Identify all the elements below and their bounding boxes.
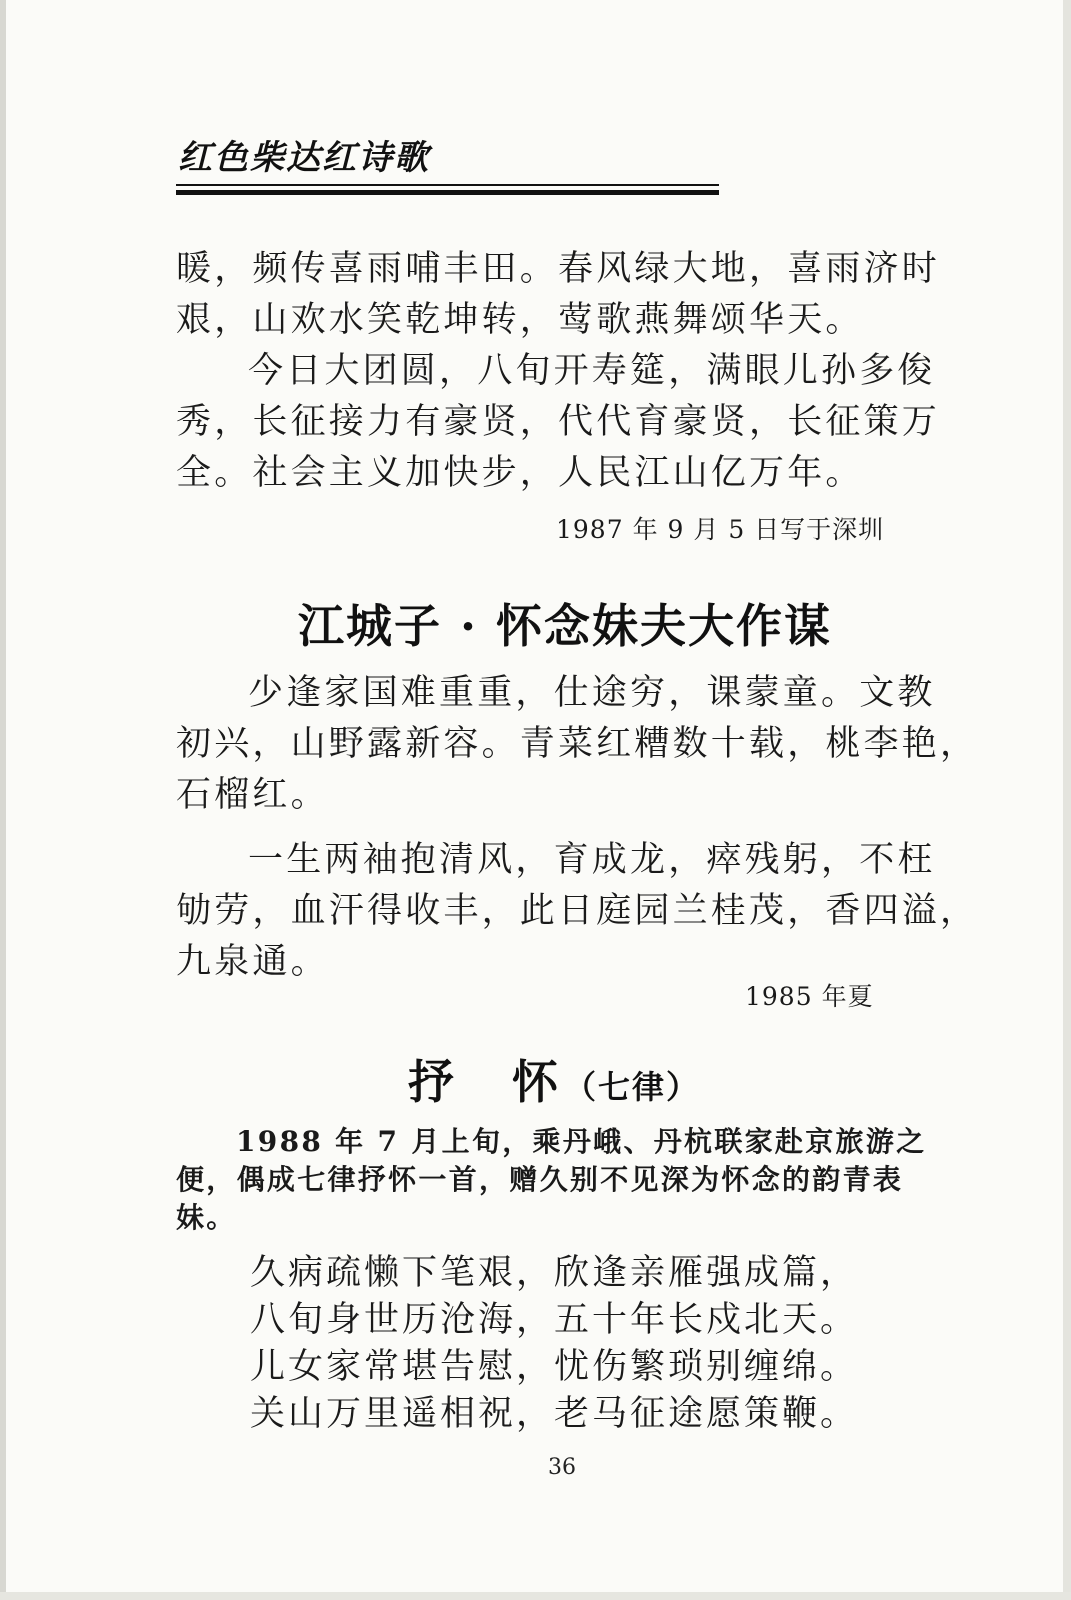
header-rule-thick	[176, 190, 719, 195]
text-line: 全。社会主义加快步，人民江山亿万年。	[176, 453, 864, 493]
poem3-title-main: 抒 怀	[408, 1055, 564, 1109]
text-line: 艰，山欢水笑乾坤转，莺歌燕舞颂华天。	[176, 300, 864, 340]
poem2-body	[176, 668, 979, 988]
preface-line: 妹。	[176, 1201, 237, 1234]
poem3-title	[408, 1046, 700, 1112]
text-line: 劬劳，血汗得收丰，此日庭园兰桂茂，香四溢，	[176, 891, 979, 931]
scan-edge-right	[1063, 0, 1071, 1600]
text-line: 九泉通。	[176, 942, 329, 982]
verse-line: 八旬身世历沧海，五十年长戍北天。	[250, 1300, 859, 1340]
verse-line: 关山万里遥相祝，老马征途愿策鞭。	[250, 1394, 859, 1434]
preface-line: 便，偶成七律抒怀一首，赠久别不见深为怀念的韵青表	[176, 1163, 904, 1196]
text-line: 一生两袖抱清风，育成龙，瘁残躬，不枉	[248, 840, 936, 880]
text-line: 石榴红。	[176, 775, 329, 815]
page-number: 36	[548, 1455, 576, 1480]
verse-line: 儿女家常堪告慰，忧伤繁琐别缠绵。	[250, 1347, 859, 1387]
poem2-date: 1985 年夏	[745, 982, 874, 1011]
continued-poem-text	[176, 244, 971, 499]
poem2-title: 江城子 · 怀念妹夫大作谋	[298, 599, 833, 653]
preface-line: 1988 年 7 月上旬，乘丹峨、丹杭联家赴京旅游之	[236, 1125, 927, 1158]
text-line: 秀，长征接力有豪贤，代代育豪贤，长征策万	[176, 402, 941, 442]
scan-edge-left	[0, 0, 6, 1600]
poem3-preface	[176, 1123, 971, 1237]
scan-edge-bottom	[0, 1592, 1071, 1600]
text-line: 初兴，山野露新容。青菜红糟数十载，桃李艳，	[176, 724, 979, 764]
text-line: 少逢家国难重重，仕途穷，课蒙童。文教	[248, 673, 936, 713]
poem1-date: 1987 年 9 月 5 日写于深圳	[556, 515, 885, 544]
running-header-title: 红色柴达红诗歌	[178, 138, 430, 178]
verse-line: 久病疏懒下笔艰，欣逢亲雁强成篇，	[250, 1253, 859, 1293]
text-line: 暖，频传喜雨哺丰田。春风绿大地，喜雨济时	[176, 249, 941, 289]
text-line: 今日大团圆，八旬开寿筵，满眼儿孙多俊	[248, 351, 936, 391]
header-rule-thin	[176, 184, 719, 186]
poem3-title-form: （七律）	[564, 1068, 701, 1106]
poem3-verses	[250, 1250, 950, 1438]
